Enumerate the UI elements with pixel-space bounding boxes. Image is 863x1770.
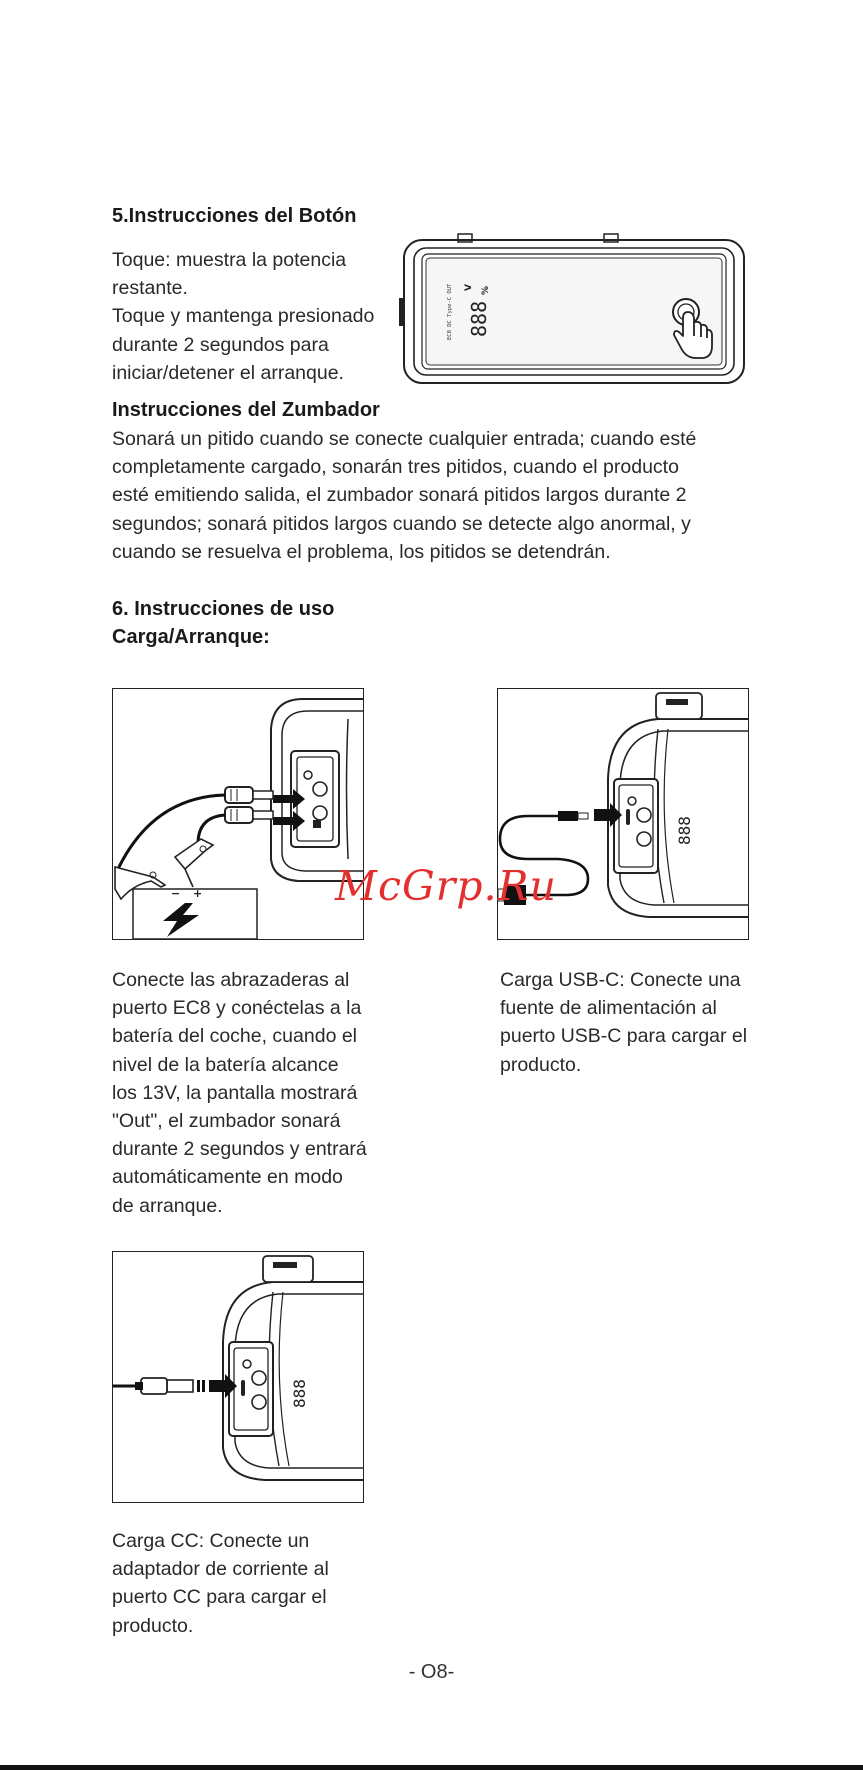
text-line: Carga USB-C: Conecte una: [500, 969, 741, 991]
text-line: automáticamente en modo: [112, 1166, 343, 1189]
text-line: puerto CC para cargar el: [112, 1586, 327, 1609]
text-line: Carga CC: Conecte un: [112, 1530, 310, 1552]
text-line: esté emitiendo salida, el zumbador sonará pitidos largos durante 2: [112, 484, 687, 507]
minus-sign: −: [171, 887, 181, 900]
text-line: puerto USB-C para cargar el: [500, 1025, 748, 1048]
text-line: batería del coche, cuando el: [112, 1025, 358, 1048]
text-line: restante.: [112, 277, 188, 300]
text-line: "Out", el zumbador sonará: [112, 1110, 341, 1133]
display-digits: 888: [467, 300, 491, 337]
svg-text:888: 888: [675, 816, 694, 845]
display-side-label: EC8 DC Type-C OUT: [447, 283, 453, 340]
text-line: nivel de la batería alcance: [112, 1053, 339, 1076]
text-line: Sonará un pitido cuando se conecte cualquier entrada; cuando esté: [112, 428, 697, 450]
svg-text:888: 888: [290, 1379, 309, 1408]
device-button-illustration: [398, 228, 754, 388]
text-line: fuente de alimentación al: [500, 997, 717, 1020]
text-line: cuando se resuelva el problema, los pitidos se detendrán.: [112, 540, 611, 563]
buzzer-text: [112, 425, 832, 566]
caption-clamps: [112, 966, 412, 1220]
bottom-rule: [0, 1765, 863, 1770]
text-line: producto.: [112, 1614, 194, 1637]
text-line: segundos; sonará pitidos largos cuando se detecte algo anormal, y: [112, 512, 691, 535]
text-line: durante 2 segundos para: [112, 333, 329, 356]
watermark: McGrp.Ru: [335, 862, 557, 910]
text-line: los 13V, la pantalla mostrará: [112, 1081, 358, 1104]
figure-clamps: [112, 688, 364, 940]
section-6-title: 6. Instrucciones de uso: [112, 598, 335, 620]
plus-sign: +: [193, 887, 203, 900]
text-line: adaptador de corriente al: [112, 1558, 329, 1581]
section-6-subtitle: Carga/Arranque:: [112, 626, 270, 648]
caption-usbc: [500, 966, 820, 1079]
text-line: durante 2 segundos y entrará: [112, 1138, 367, 1161]
text-line: Toque y mantenga presionado: [112, 305, 375, 328]
section-5-title: 5.Instrucciones del Botón: [112, 205, 357, 227]
display-unit-v: V: [464, 284, 474, 291]
text-line: iniciar/detener el arranque.: [112, 361, 344, 384]
buzzer-title: Instrucciones del Zumbador: [112, 399, 380, 421]
section-5-text: [112, 246, 402, 387]
page-number: - O8-: [408, 1661, 455, 1683]
text-line: Toque: muestra la potencia: [112, 249, 347, 271]
text-line: Conecte las abrazaderas al: [112, 969, 350, 991]
text-line: producto.: [500, 1053, 582, 1076]
figure-dc: [112, 1251, 364, 1503]
caption-dc: [112, 1527, 412, 1640]
text-line: puerto EC8 y conéctelas a la: [112, 997, 362, 1020]
text-line: completamente cargado, sonarán tres pitidos, cuando el producto: [112, 456, 679, 479]
display-unit-pct: %: [481, 285, 491, 295]
text-line: de arranque.: [112, 1194, 223, 1217]
